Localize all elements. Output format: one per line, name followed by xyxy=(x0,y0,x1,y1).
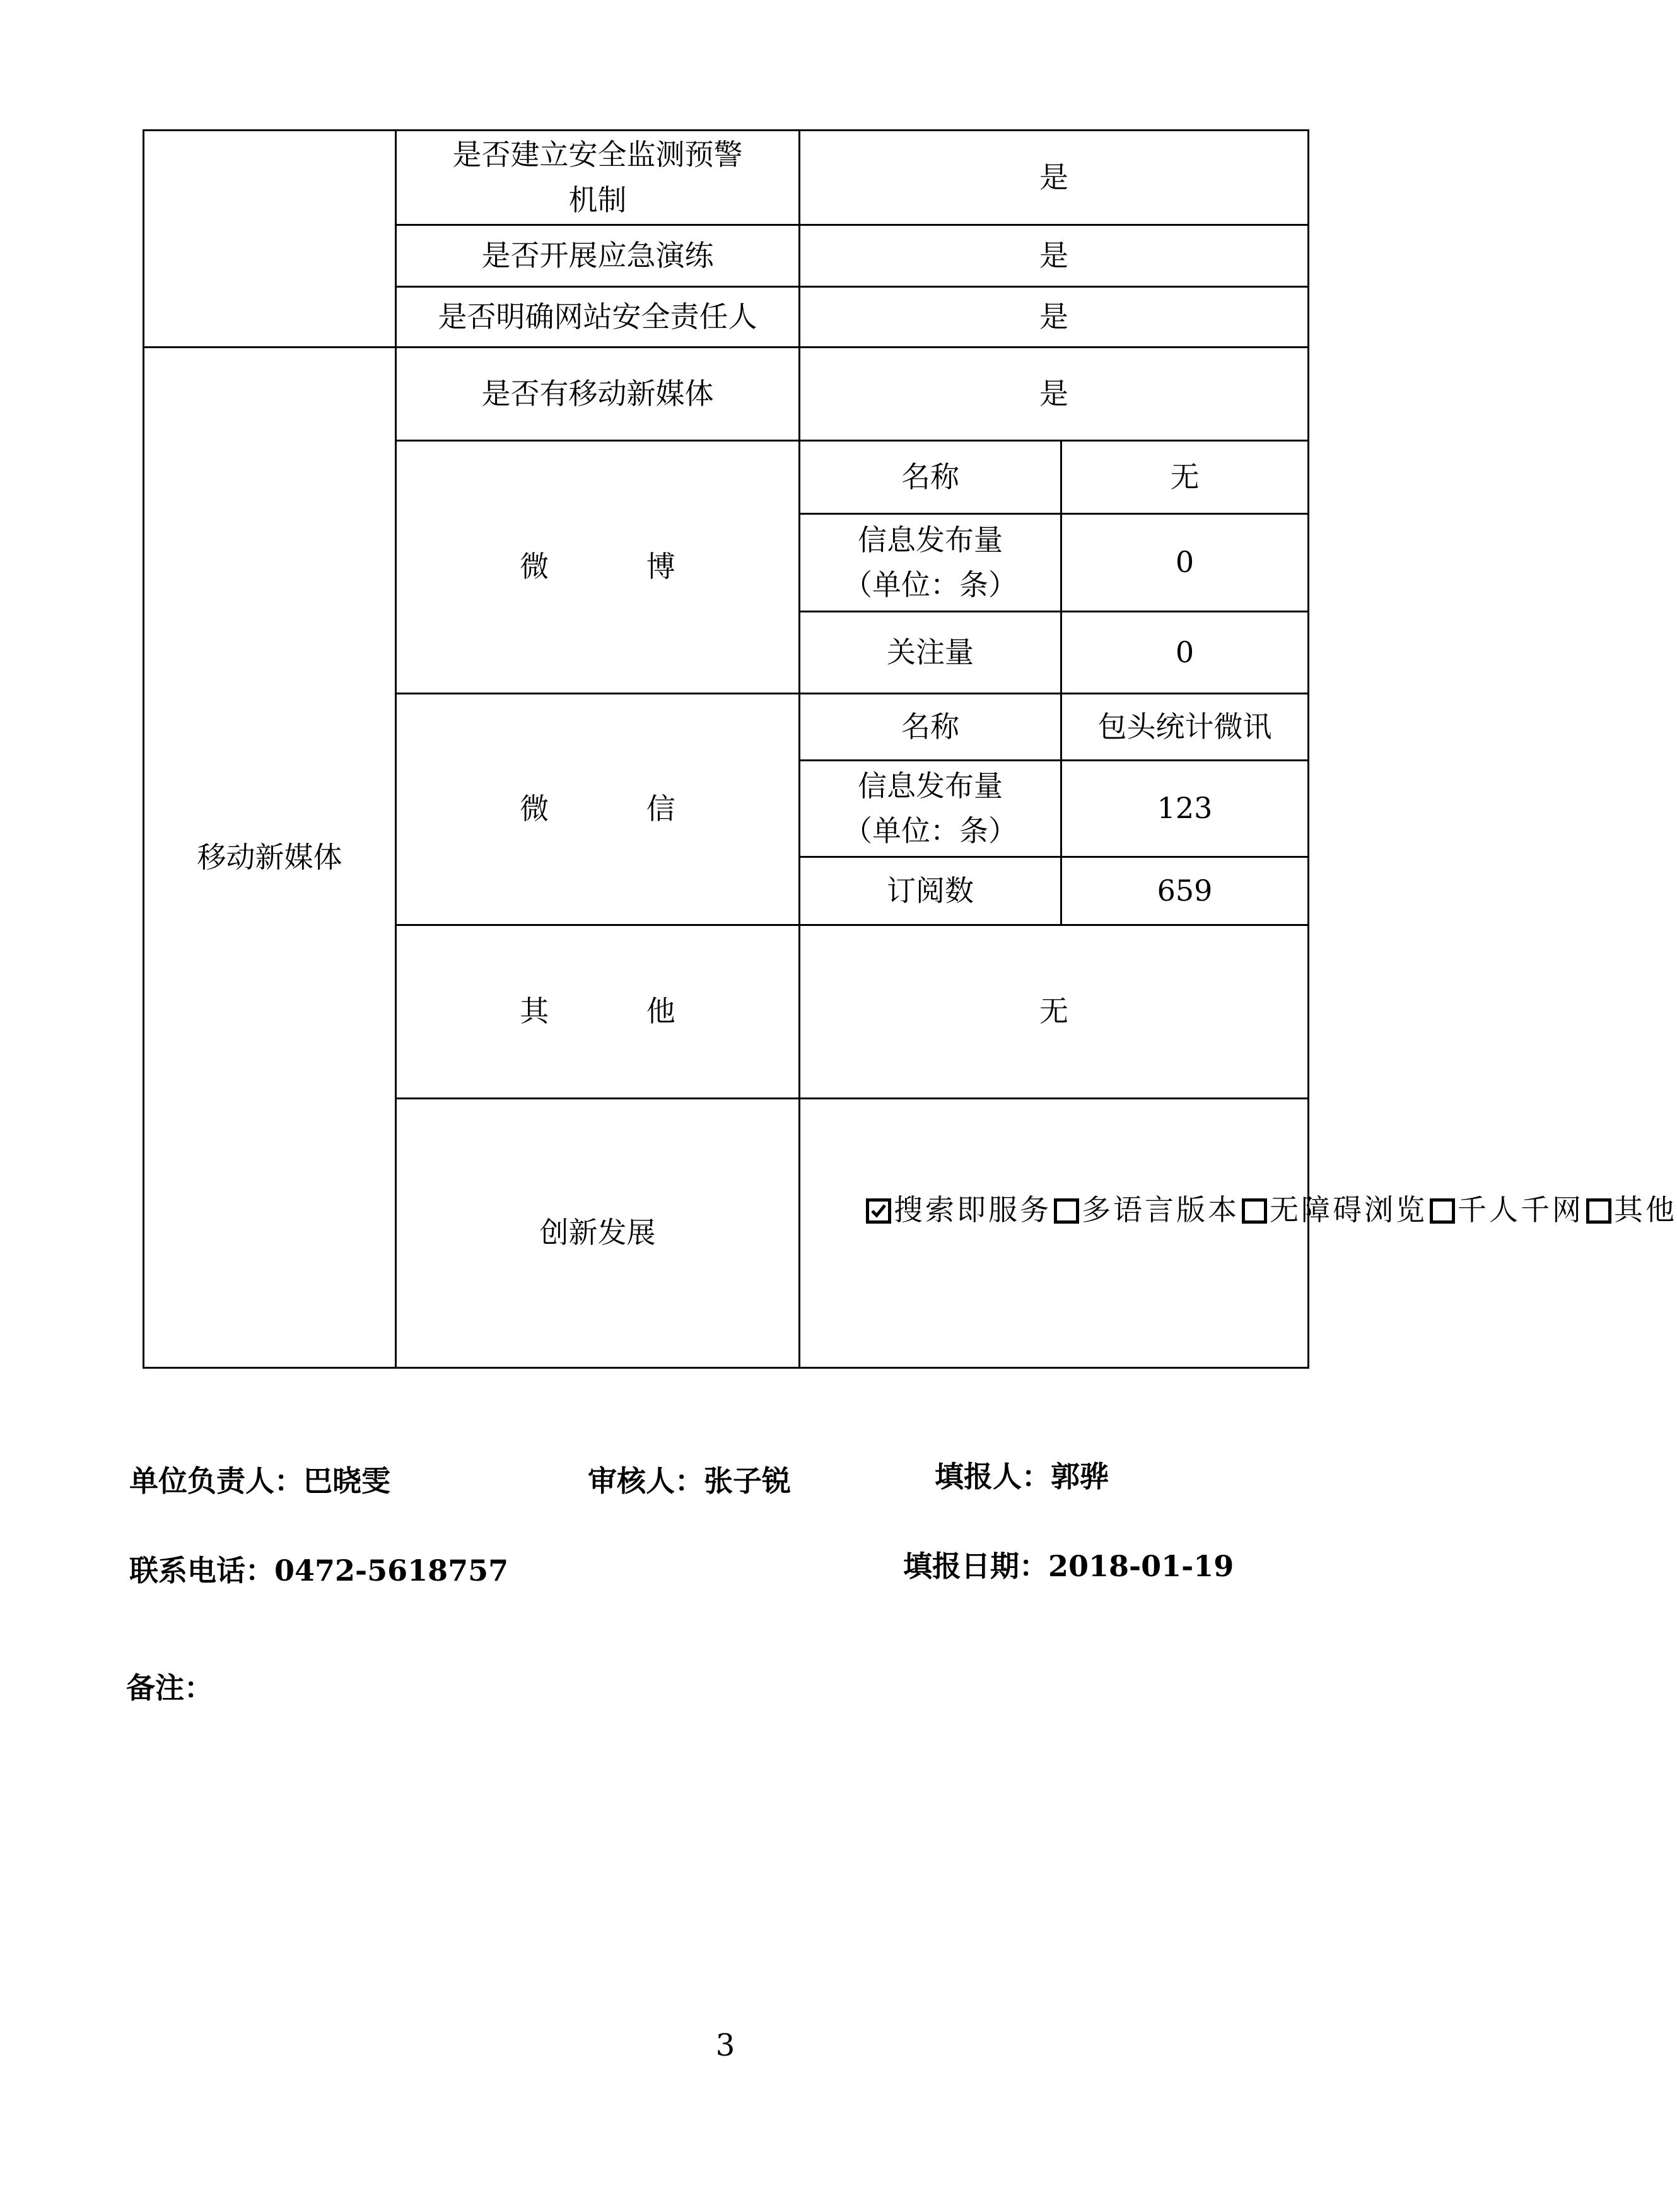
innovation-label: 创新发展 xyxy=(396,1099,800,1368)
other-media-value: 无 xyxy=(800,925,1309,1099)
weibo-name-label: 名称 xyxy=(800,441,1061,514)
checkbox-other[interactable] xyxy=(1586,1198,1611,1224)
weibo-label: 微 博 xyxy=(396,441,800,694)
checkbox-multilingual[interactable] xyxy=(1054,1198,1079,1224)
option-search-service: 搜索即服务 xyxy=(894,1193,1051,1227)
weibo-followers-value: 0 xyxy=(1061,612,1309,694)
option-multilingual: 多语言版本 xyxy=(1082,1193,1239,1227)
other-media-label: 其 他 xyxy=(396,925,800,1099)
contact-phone: 联系电话：0472-5618757 xyxy=(129,1554,509,1588)
reviewer: 审核人：张子锐 xyxy=(588,1464,791,1498)
security-monitoring-value: 是 xyxy=(800,131,1309,225)
wechat-subscribers-label: 订阅数 xyxy=(800,857,1061,925)
wechat-label: 微 信 xyxy=(396,694,800,925)
option-other: 其他 xyxy=(1614,1193,1677,1227)
security-owner-value: 是 xyxy=(800,287,1309,348)
mobile-media-section-label: 移动新媒体 xyxy=(144,348,396,1368)
security-owner-label: 是否明确网站安全责任人 xyxy=(396,287,800,348)
has-mobile-media-label: 是否有移动新媒体 xyxy=(396,348,800,441)
security-monitoring-label: 是否建立安全监测预警 机制 xyxy=(396,131,800,225)
option-accessibility: 无障碍浏览 xyxy=(1270,1193,1427,1227)
has-mobile-media-value: 是 xyxy=(800,348,1309,441)
fill-date: 填报日期：2018-01-19 xyxy=(903,1549,1234,1583)
remarks-label: 备注： xyxy=(126,1671,213,1705)
security-section-cell xyxy=(144,131,396,348)
innovation-options-cell xyxy=(800,1099,1677,1368)
check-icon xyxy=(870,1203,887,1219)
weibo-posts-label: 信息发布量 （单位：条） xyxy=(800,514,1061,612)
checkbox-search-service[interactable] xyxy=(866,1198,891,1224)
weibo-posts-value: 0 xyxy=(1061,514,1309,612)
option-personalized: 千人千网 xyxy=(1458,1193,1584,1227)
checkbox-personalized[interactable] xyxy=(1430,1198,1455,1224)
wechat-subscribers-value: 659 xyxy=(1061,857,1309,925)
wechat-name-label: 名称 xyxy=(800,694,1061,761)
page-number: 3 xyxy=(715,2028,735,2063)
emergency-drill-label: 是否开展应急演练 xyxy=(396,225,800,287)
weibo-name-value: 无 xyxy=(1061,441,1309,514)
wechat-posts-label: 信息发布量 （单位：条） xyxy=(800,761,1061,857)
innovation-options xyxy=(800,1188,1677,1232)
wechat-posts-value: 123 xyxy=(1061,761,1309,857)
wechat-name-value: 包头统计微讯 xyxy=(1061,694,1309,761)
checkbox-accessibility[interactable] xyxy=(1242,1198,1267,1224)
unit-head: 单位负责人：巴晓雯 xyxy=(129,1464,390,1498)
weibo-followers-label: 关注量 xyxy=(800,612,1061,694)
report-table xyxy=(143,129,1677,1369)
emergency-drill-value: 是 xyxy=(800,225,1309,287)
filler: 填报人：郭骅 xyxy=(935,1460,1109,1494)
